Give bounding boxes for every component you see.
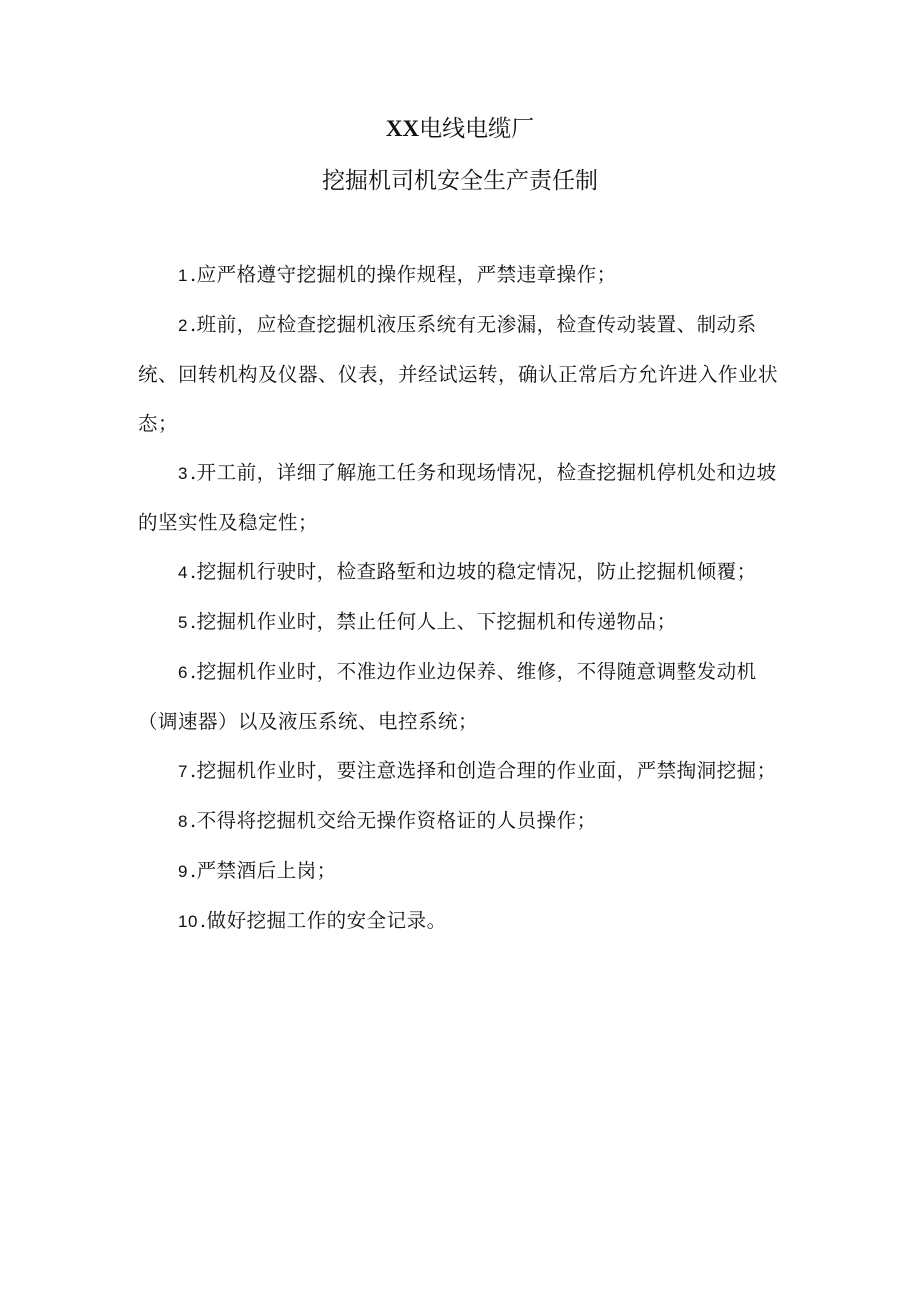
clause-number: 1 <box>178 266 188 285</box>
clause-number: 5 <box>178 613 188 632</box>
clause-item <box>138 597 788 647</box>
clause-number: 7 <box>178 762 188 781</box>
clause-item <box>138 746 788 796</box>
clause-text: .班前，应检查挖掘机液压系统有无渗漏，检查传动装置、制动系统、回转机构及仪器、仪表，并经试运转，确认正常后方允许进入作业状态； <box>138 313 779 435</box>
clause-item <box>138 250 788 300</box>
clause-number: 2 <box>178 316 188 335</box>
clause-text: .挖掘机行驶时，检查路堑和边坡的稳定情况，防止挖掘机倾覆； <box>189 560 757 583</box>
clause-text: .挖掘机作业时，不准边作业边保养、维修，不得随意调整发动机（调速器）以及液压系统、电控系统； <box>138 660 757 733</box>
clause-item <box>138 300 788 448</box>
clause-item <box>138 547 788 597</box>
clause-text: .开工前，详细了解施工任务和现场情况，检查挖掘机停机处和边坡的坚实性及稳定性； <box>138 461 777 534</box>
clause-list <box>138 250 788 946</box>
clause-item <box>138 448 788 547</box>
document-title: 挖掘机司机安全生产责任制 <box>322 168 598 194</box>
clause-text: .做好挖掘工作的安全记录。 <box>199 909 447 932</box>
clause-text: .不得将挖掘机交给无操作资格证的人员操作； <box>189 809 597 832</box>
clause-item <box>138 796 788 846</box>
clause-number: 3 <box>178 464 188 483</box>
company-suffix: 电线电缆厂 <box>419 116 535 142</box>
clause-number: 8 <box>178 812 188 831</box>
title-block <box>0 114 920 196</box>
clause-text: .挖掘机作业时，禁止任何人上、下挖掘机和传递物品； <box>189 610 677 633</box>
clause-item <box>138 846 788 896</box>
clause-number: 10 <box>178 912 198 931</box>
clause-number: 6 <box>178 663 188 682</box>
company-name <box>0 114 920 144</box>
clause-item <box>138 647 788 746</box>
clause-text: .挖掘机作业时，要注意选择和创造合理的作业面，严禁掏洞挖掘； <box>189 759 777 782</box>
clause-item <box>138 896 788 946</box>
clause-number: 9 <box>178 862 188 881</box>
clause-text: .应严格遵守挖掘机的操作规程，严禁违章操作； <box>189 263 617 286</box>
company-prefix: XX <box>385 116 420 141</box>
clause-number: 4 <box>178 563 188 582</box>
clause-text: .严禁酒后上岗； <box>189 859 337 882</box>
